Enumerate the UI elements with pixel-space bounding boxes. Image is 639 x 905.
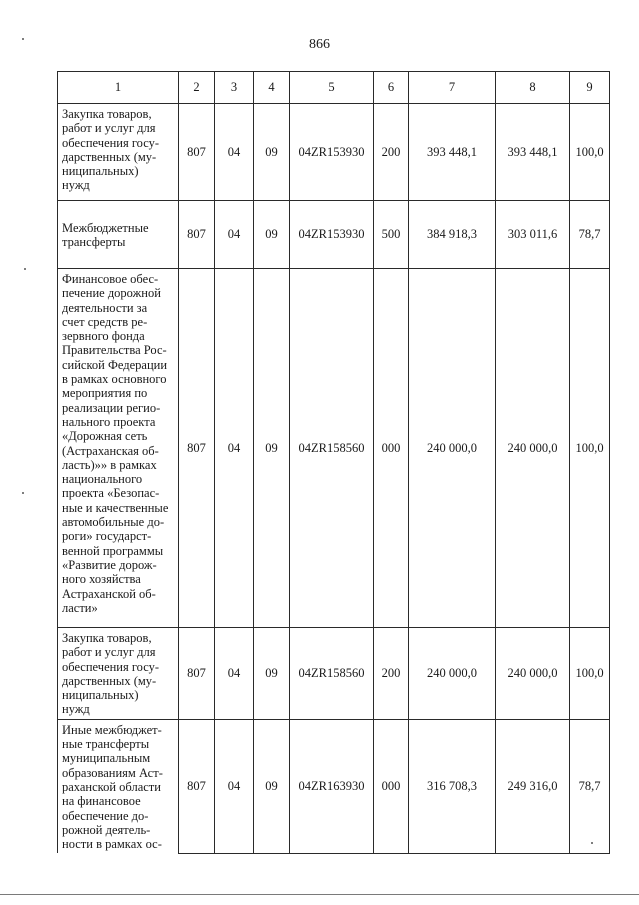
actual-amount-cell: 249 316,0	[496, 719, 570, 853]
section-cell: 04	[215, 719, 254, 853]
subsection-cell: 09	[254, 201, 290, 269]
target-article-cell: 04ZR163930	[290, 719, 374, 853]
percent-cell: 78,7	[570, 201, 610, 269]
expense-type-cell: 500	[374, 201, 409, 269]
planned-amount-cell: 316 708,3	[409, 719, 496, 853]
target-article-cell: 04ZR153930	[290, 201, 374, 269]
planned-amount-cell: 240 000,0	[409, 269, 496, 628]
row-name-cell: Закупка товаров, работ и услуг для обеспечения госу- дарственных (му- ниципальных) нужд	[58, 628, 179, 720]
table-row	[58, 104, 610, 201]
expense-type-cell: 000	[374, 719, 409, 853]
row-name-cell: Межбюджетные трансферты	[58, 201, 179, 269]
target-article-cell: 04ZR153930	[290, 104, 374, 201]
table-header-row	[58, 72, 610, 104]
column-header: 9	[570, 72, 610, 104]
ministry-code-cell: 807	[179, 269, 215, 628]
column-header: 1	[58, 72, 179, 104]
section-cell: 04	[215, 201, 254, 269]
column-header: 2	[179, 72, 215, 104]
ministry-code-cell: 807	[179, 719, 215, 853]
scan-speck	[22, 38, 24, 40]
page-bottom-edge	[0, 894, 639, 895]
ministry-code-cell: 807	[179, 628, 215, 720]
percent-cell: 78,7	[570, 719, 610, 853]
actual-amount-cell: 393 448,1	[496, 104, 570, 201]
expense-type-cell: 200	[374, 628, 409, 720]
scan-speck	[24, 268, 26, 270]
scan-speck	[22, 492, 24, 494]
table-row	[58, 269, 610, 628]
table-row	[58, 719, 610, 853]
target-article-cell: 04ZR158560	[290, 628, 374, 720]
planned-amount-cell: 393 448,1	[409, 104, 496, 201]
actual-amount-cell: 303 011,6	[496, 201, 570, 269]
ministry-code-cell: 807	[179, 201, 215, 269]
table-row	[58, 628, 610, 720]
section-cell: 04	[215, 269, 254, 628]
column-header: 5	[290, 72, 374, 104]
row-name-cell: Иные межбюджет- ные трансферты муниципальным образованиям Аст- раханской области на финансовое обеспечение до- рожной деятель- ности в рамках ос-	[58, 719, 179, 853]
planned-amount-cell: 384 918,3	[409, 201, 496, 269]
percent-cell: 100,0	[570, 628, 610, 720]
column-header: 3	[215, 72, 254, 104]
subsection-cell: 09	[254, 628, 290, 720]
column-header: 6	[374, 72, 409, 104]
scan-speck	[591, 842, 593, 844]
table-row	[58, 201, 610, 269]
page-number: 866	[309, 37, 330, 52]
expense-type-cell: 200	[374, 104, 409, 201]
subsection-cell: 09	[254, 269, 290, 628]
section-cell: 04	[215, 104, 254, 201]
budget-table	[57, 71, 610, 854]
column-header: 7	[409, 72, 496, 104]
column-header: 8	[496, 72, 570, 104]
actual-amount-cell: 240 000,0	[496, 628, 570, 720]
actual-amount-cell: 240 000,0	[496, 269, 570, 628]
expense-type-cell: 000	[374, 269, 409, 628]
planned-amount-cell: 240 000,0	[409, 628, 496, 720]
percent-cell: 100,0	[570, 104, 610, 201]
ministry-code-cell: 807	[179, 104, 215, 201]
column-header: 4	[254, 72, 290, 104]
subsection-cell: 09	[254, 719, 290, 853]
section-cell: 04	[215, 628, 254, 720]
row-name-cell: Финансовое обес- печение дорожной деятельности за счет средств ре- зервного фонда Правительства Рос- сийской Федерации в рамках основного мероприятия по реализации регио- нального проекта «Дорожная сеть (Астраханская об- ласть)»» в рамках национального проекта «Безопас- ные и качественные автомобильные до- роги» государст- венной программы «Развитие дорож- ного хозяйства Астраханской об- ласти»	[58, 269, 179, 628]
target-article-cell: 04ZR158560	[290, 269, 374, 628]
subsection-cell: 09	[254, 104, 290, 201]
percent-cell: 100,0	[570, 269, 610, 628]
row-name-cell: Закупка товаров, работ и услуг для обеспечения госу- дарственных (му- ниципальных) нужд	[58, 104, 179, 201]
